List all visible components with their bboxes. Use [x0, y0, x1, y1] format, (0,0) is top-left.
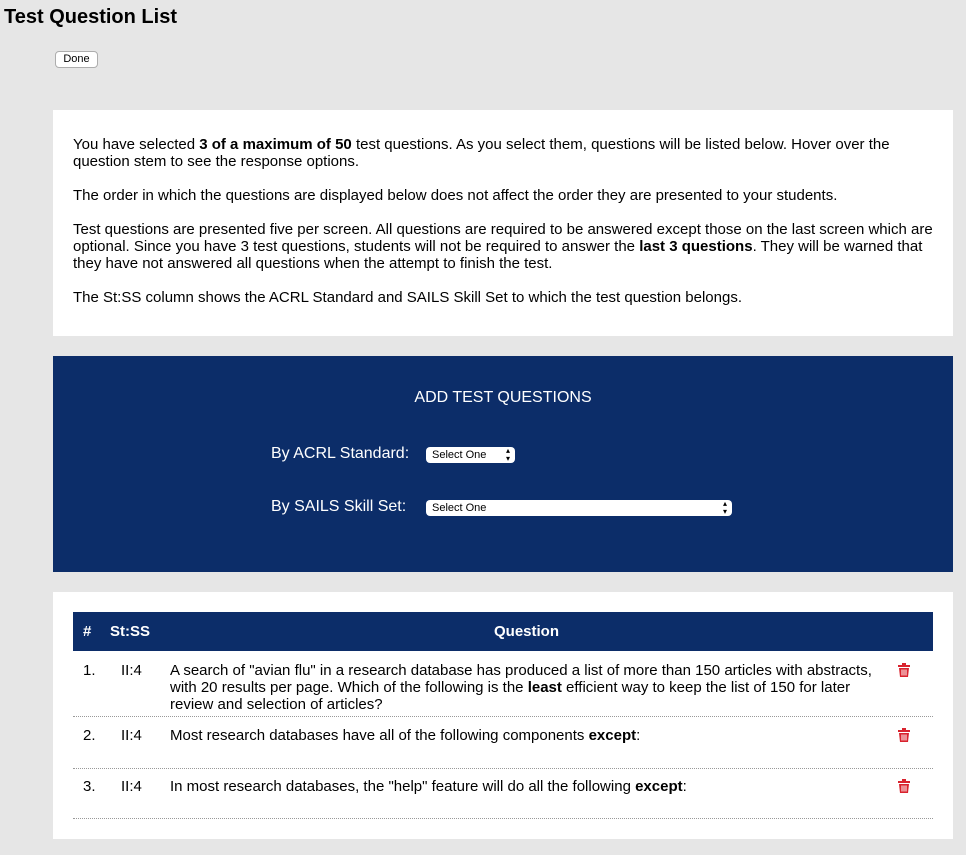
column-header-number: # — [83, 623, 92, 640]
acrl-standard-label: By ACRL Standard: — [271, 445, 410, 462]
select-arrows-icon: ▴ ▾ — [505, 446, 510, 463]
row-divider — [73, 716, 933, 717]
done-button[interactable]: Done — [55, 51, 98, 68]
column-header-stss: St:SS — [110, 623, 151, 640]
question-row — [73, 727, 933, 769]
question-stss: II:4 — [121, 727, 142, 744]
selection-summary: You have selected 3 of a maximum of 50 test questions. As you select them, questions will be listed below. Hover over the question stem to see the response options. — [73, 136, 890, 170]
acrl-standard-select[interactable]: Select One ▴ ▾ — [426, 447, 515, 463]
question-stss: II:4 — [121, 778, 142, 795]
stss-note: The St:SS column shows the ACRL Standard and SAILS Skill Set to which the test question belongs. — [73, 289, 742, 306]
question-list-panel — [53, 592, 953, 839]
page-title: Test Question List — [4, 6, 177, 28]
question-stss: II:4 — [121, 662, 142, 679]
question-stem[interactable]: A search of "avian flu" in a research database has produced a list of more than 150 articles with abstracts, with 20 results per page. Which of the following is the least efficient way to keep the list of 150 for later review and selection of articles? — [170, 662, 872, 713]
sails-skill-set-label: By SAILS Skill Set: — [271, 498, 407, 515]
trash-icon[interactable] — [898, 779, 910, 793]
question-number: 1. — [83, 662, 96, 679]
sails-skill-set-select[interactable]: Select One ▴ ▾ — [426, 500, 732, 516]
question-row — [73, 778, 933, 820]
trash-icon[interactable] — [898, 663, 910, 677]
select-arrows-icon: ▴ ▾ — [722, 499, 727, 516]
info-panel — [53, 110, 953, 336]
row-divider — [73, 768, 933, 769]
question-stem[interactable]: In most research databases, the "help" feature will do all the following except: — [170, 778, 687, 795]
add-questions-panel — [53, 356, 953, 572]
selection-count: 3 of a maximum of 50 — [199, 136, 352, 153]
add-questions-title: ADD TEST QUESTIONS — [414, 389, 592, 406]
question-table-header — [73, 612, 933, 651]
optional-count: last 3 questions — [639, 238, 753, 255]
order-note: The order in which the questions are displayed below does not affect the order they are presented to your students. — [73, 187, 838, 204]
row-divider — [73, 818, 933, 819]
screen-note: Test questions are presented five per screen. All questions are required to be answered except those on the last screen which are optional. Since you have 3 test questions, students will not be required to answer the last 3 questions. They will be warned that they have not answered all questions when the attempt to finish the test. — [73, 221, 933, 272]
question-number: 2. — [83, 727, 96, 744]
question-stem[interactable]: Most research databases have all of the following components except: — [170, 727, 641, 744]
question-row — [73, 662, 933, 717]
column-header-question: Question — [494, 623, 560, 640]
question-number: 3. — [83, 778, 96, 795]
trash-icon[interactable] — [898, 728, 910, 742]
